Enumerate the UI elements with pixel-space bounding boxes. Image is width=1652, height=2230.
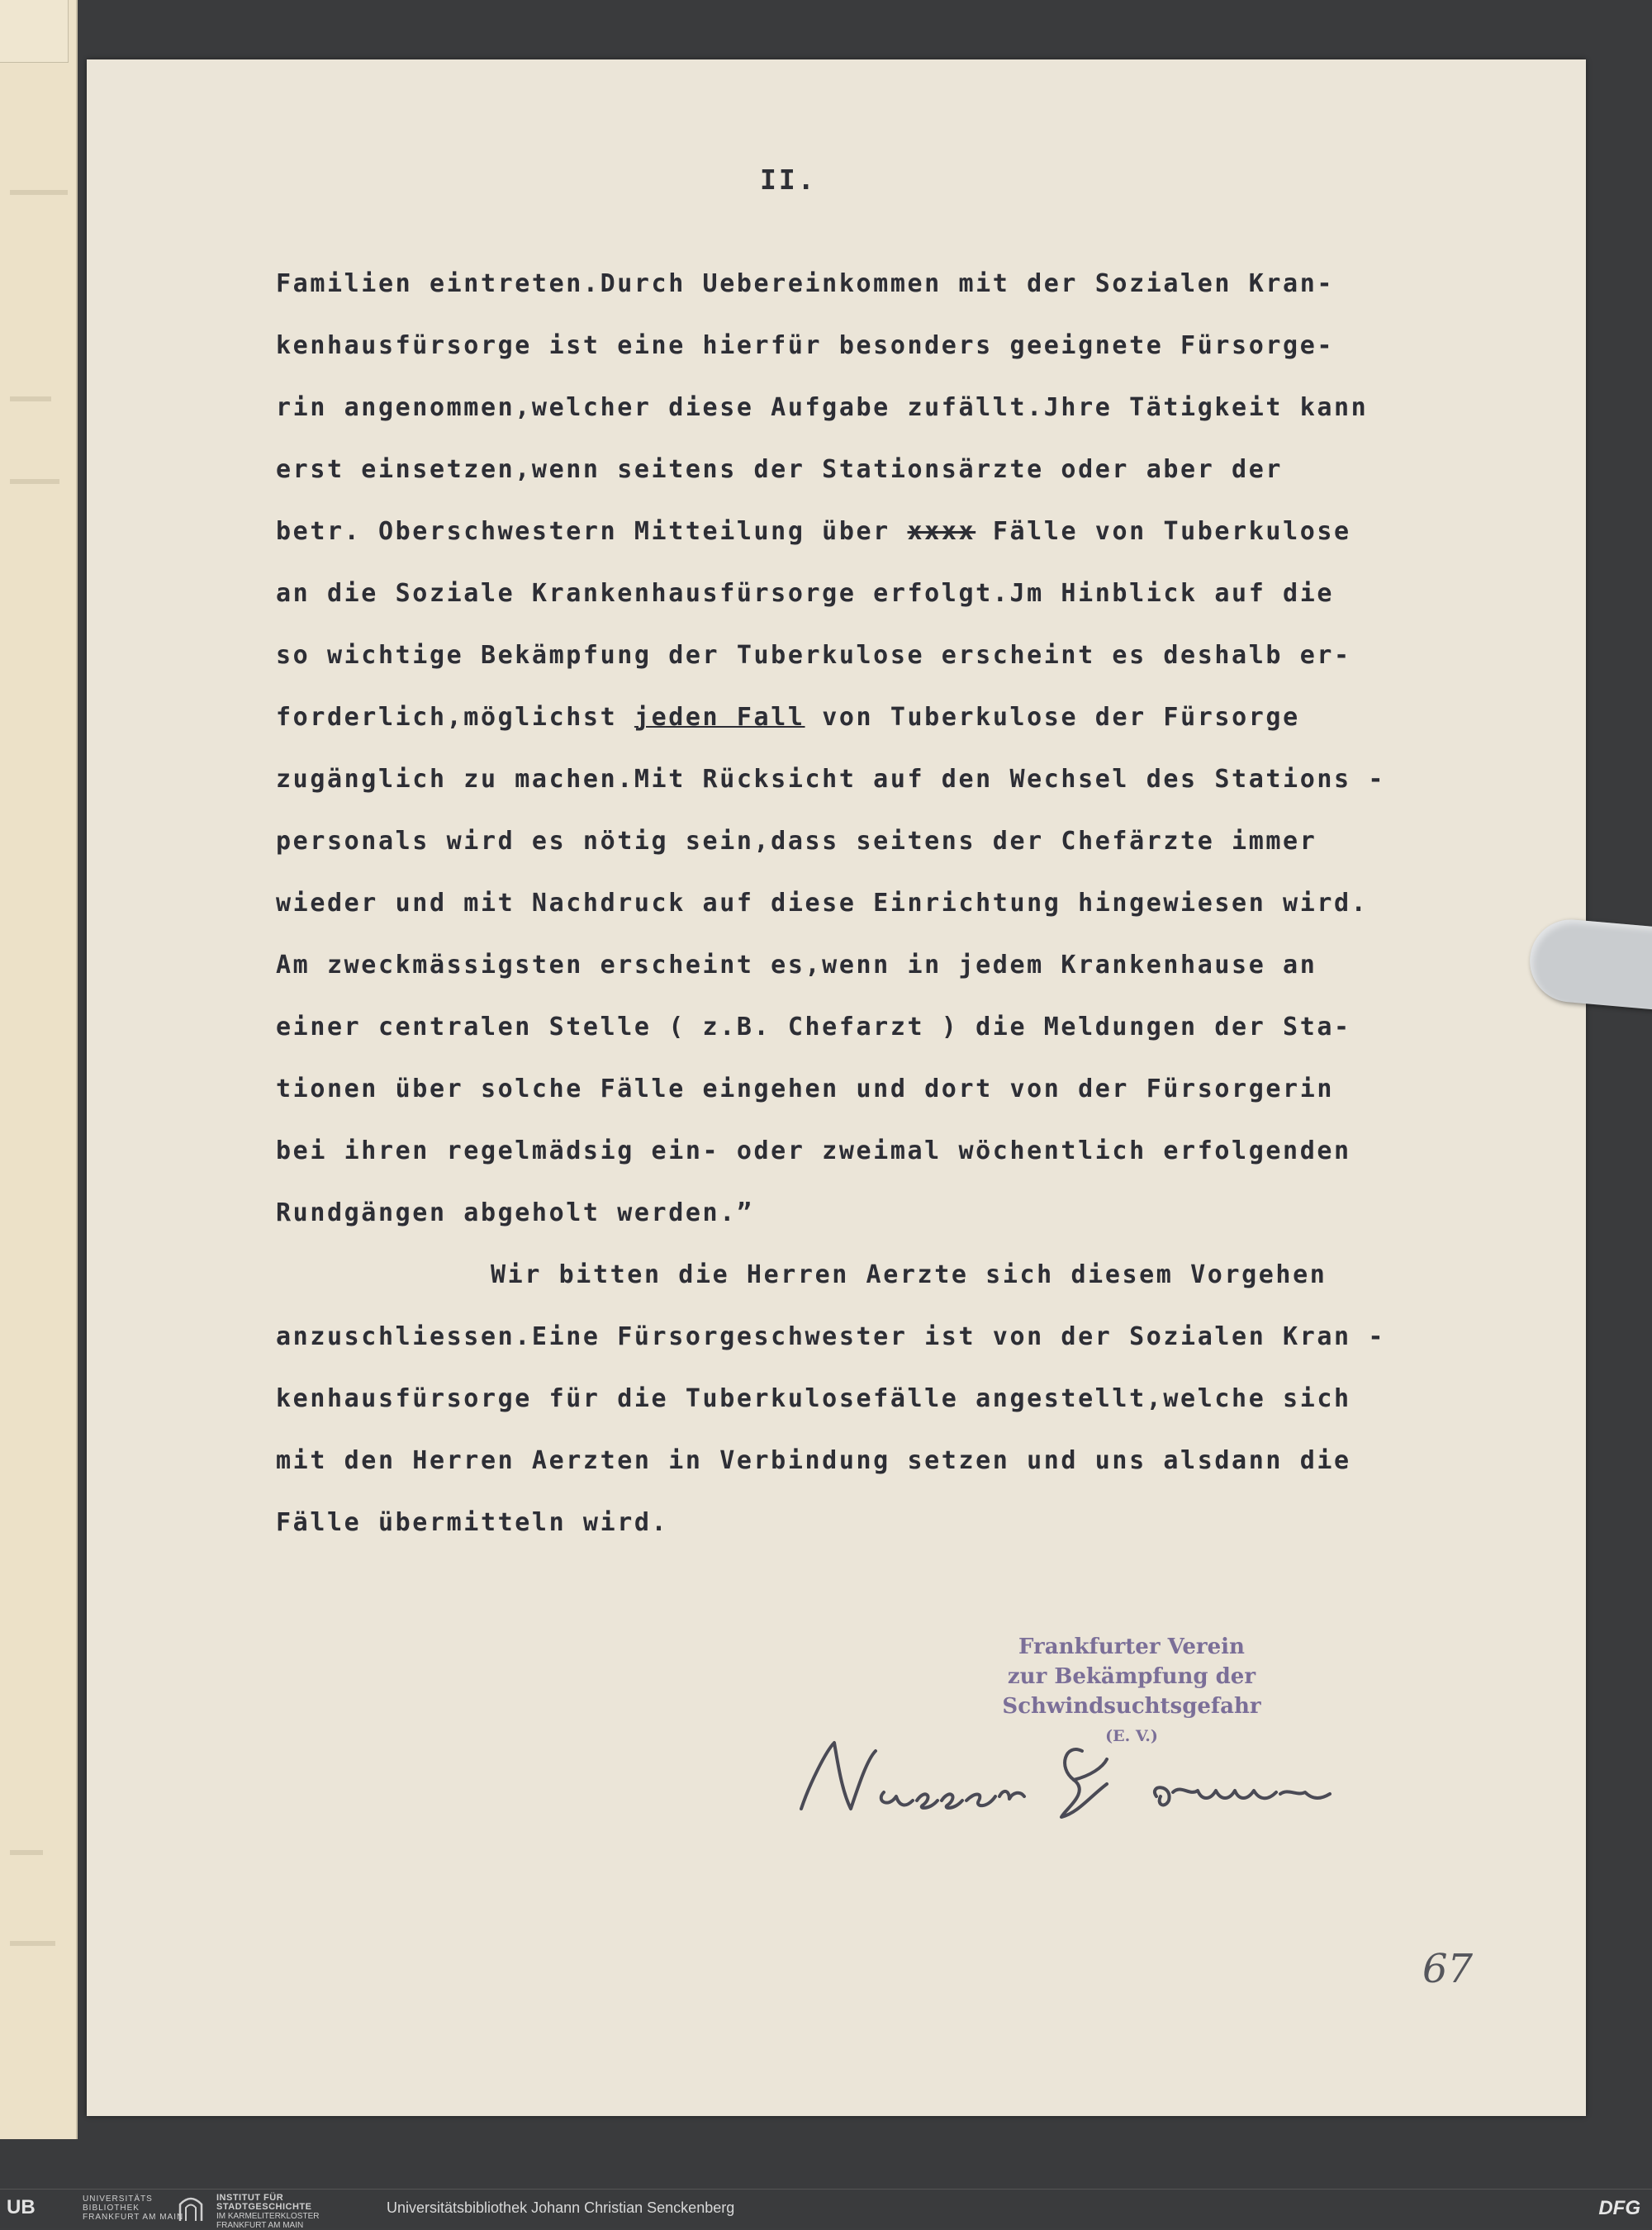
isg-logo-line: FRANKFURT AM MAIN: [216, 2221, 304, 2230]
faint-text-line: [10, 1941, 55, 1946]
text-line: personals wird es nötig sein,dass seitens der Chefärzte immer: [276, 827, 1317, 856]
underlined-text: jeden Fall: [634, 703, 805, 732]
struck-out-text: xxxx: [907, 517, 976, 546]
isg-logo-line: INSTITUT FÜR: [216, 2193, 284, 2203]
text-line: kenhausfürsorge für die Tuberkulosefälle angestellt,welche sich: [276, 1384, 1351, 1413]
text-line: Rundgängen abgeholt werden.”: [276, 1198, 754, 1227]
stamp-line: Frankfurter Verein: [1018, 1635, 1245, 1659]
text-line: erst einsetzen,wenn seitens der Stationsärzte oder aber der: [276, 455, 1284, 484]
ub-logo-text: [83, 2194, 183, 2222]
isg-logo-icon: [177, 2194, 205, 2223]
text-line: [276, 686, 1548, 748]
stamp-line: zur Bekämpfung der Schwindsuchtsgefahr: [1002, 1664, 1261, 1719]
ub-logo-icon: UB: [7, 2196, 36, 2218]
text-line: rin angenommen,welcher diese Aufgabe zufällt.Jhre Tätigkeit kann: [276, 393, 1369, 422]
faint-text-line: [10, 396, 51, 401]
text-line: Fälle übermitteln wird.: [276, 1508, 669, 1537]
stamp-line: (E. V.): [1105, 1727, 1158, 1745]
faint-text-line: [10, 190, 68, 195]
handwritten-signature: [793, 1718, 1421, 1842]
page-corner: [0, 0, 69, 63]
text-segment: Fälle von Tuberkulose: [992, 517, 1351, 546]
viewer-footer: [0, 2189, 1652, 2228]
text-line: tionen über solche Fälle eingehen und dort von der Fürsorgerin: [276, 1075, 1335, 1103]
text-line: Am zweckmässigsten erscheint es,wenn in jedem Krankenhause an: [276, 951, 1317, 980]
page-heading: II.: [760, 164, 817, 196]
text-line: bei ihren regelmädsig ein- oder zweimal wöchentlich erfolgenden: [276, 1136, 1351, 1165]
isg-logo-text: [216, 2194, 319, 2230]
ub-logo-line: FRANKFURT AM MAIN: [83, 2213, 184, 2222]
text-line: Wir bitten die Herren Aerzte sich diesem Vorgehen: [491, 1260, 1327, 1289]
text-line: anzuschliessen.Eine Fürsorgeschwester ist von der Sozialen Kran -: [276, 1322, 1385, 1351]
text-line: an die Soziale Krankenhausfürsorge erfolgt.Jm Hinblick auf die: [276, 579, 1335, 608]
faint-text-line: [10, 1850, 43, 1855]
underlying-page-edge: [0, 0, 78, 2139]
text-line: so wichtige Bekämpfung der Tuberkulose erscheint es deshalb er-: [276, 641, 1351, 670]
folio-number: 67: [1422, 1946, 1474, 1992]
text-segment: forderlich,möglichst: [276, 703, 618, 732]
text-line: zugänglich zu machen.Mit Rücksicht auf den Wechsel des Stations -: [276, 765, 1385, 794]
isg-logo-line: IM KARMELITERKLOSTER: [216, 2212, 320, 2221]
text-line: Familien eintreten.Durch Uebereinkommen mit der Sozialen Kran-: [276, 269, 1335, 298]
typed-letter-body: [276, 253, 1548, 1554]
ub-logo-line: UNIVERSITÄTS: [83, 2194, 153, 2204]
text-line: [276, 501, 1548, 562]
dfg-logo-icon: DFG: [1598, 2197, 1640, 2219]
text-segment: von Tuberkulose der Fürsorge: [822, 703, 1300, 732]
isg-logo-line: STADTGESCHICHTE: [216, 2202, 312, 2212]
text-line: einer centralen Stelle ( z.B. Chefarzt ) die Meldungen der Sta-: [276, 1013, 1351, 1041]
text-segment: betr. Oberschwestern Mitteilung über: [276, 517, 890, 546]
text-line: wieder und mit Nachdruck auf diese Einrichtung hingewiesen wird.: [276, 889, 1369, 918]
library-name: Universitätsbibliothek Johann Christian Senckenberg: [387, 2199, 735, 2216]
text-line: mit den Herren Aerzten in Verbindung setzen und uns alsdann die: [276, 1446, 1351, 1475]
faint-text-line: [10, 479, 59, 484]
text-line: kenhausfürsorge ist eine hierfür besonders geeignete Fürsorge-: [276, 331, 1335, 360]
ub-logo-line: BIBLIOTHEK: [83, 2204, 140, 2213]
